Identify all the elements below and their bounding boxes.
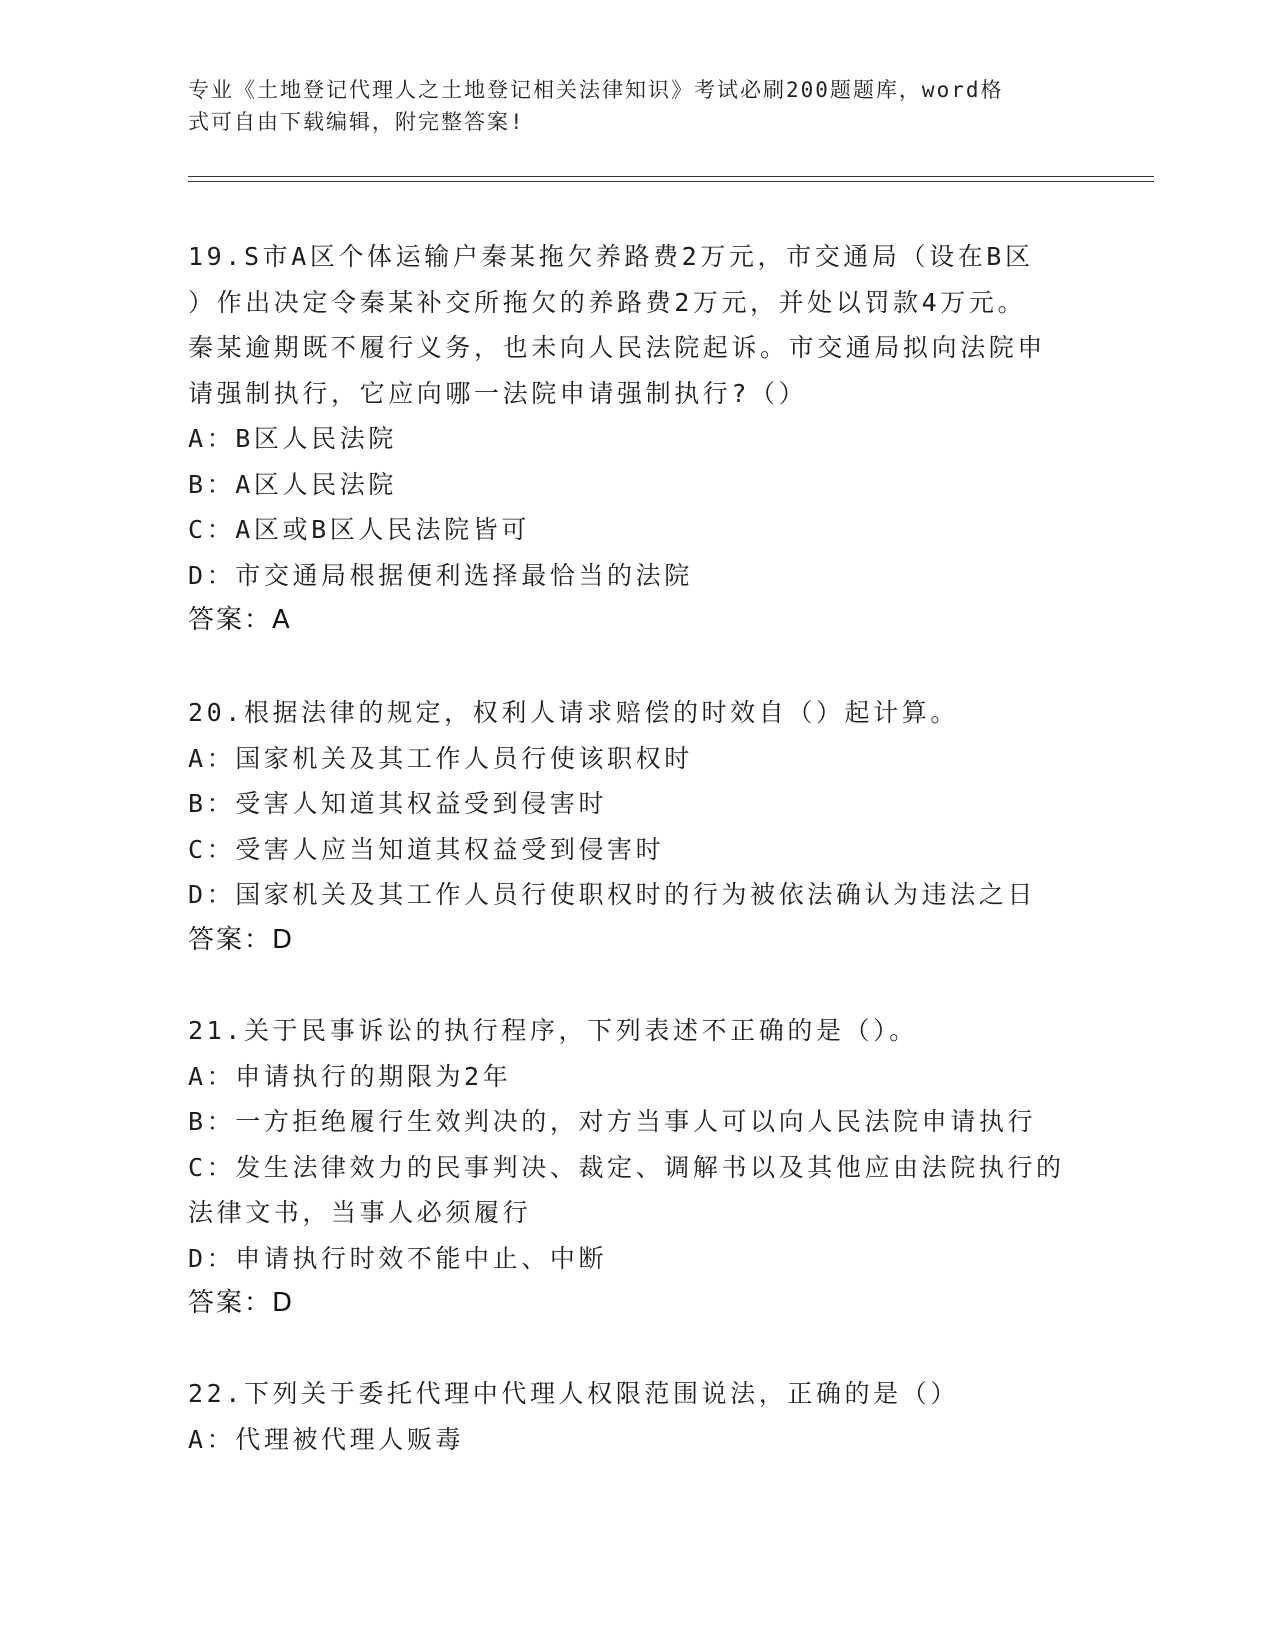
option-a: A：国家机关及其工作人员行使该职权时 xyxy=(188,743,693,773)
question-22 xyxy=(188,1371,1088,1462)
option-a: A：B区人民法院 xyxy=(188,424,397,453)
question-stem xyxy=(188,234,1088,416)
question-21 xyxy=(188,1008,1088,1327)
answer-line: 答案：D xyxy=(188,1288,295,1318)
option-d: D：国家机关及其工作人员行使职权时的行为被依法确认为违法之日 xyxy=(188,880,1037,909)
option-a: A：申请执行的期限为2年 xyxy=(188,1061,512,1091)
question-stem xyxy=(188,690,1088,736)
stem-line: 请强制执行，它应向哪一法院申请强制执行?（） xyxy=(188,378,808,408)
option-c: C：发生法律效力的民事判决、裁定、调解书以及其他应由法院执行的 xyxy=(188,1152,1065,1182)
header-divider-top xyxy=(188,176,1154,177)
document-header xyxy=(188,74,1068,138)
question-stem xyxy=(188,1371,1088,1417)
header-line-2: 式可自由下载编辑，附完整答案! xyxy=(188,110,525,134)
answer-line: 答案：A xyxy=(188,605,292,635)
option-c: C：A区或B区人民法院皆可 xyxy=(188,515,530,544)
option-d: D：申请执行时效不能中止、中断 xyxy=(188,1243,608,1273)
header-divider-bottom xyxy=(188,181,1154,182)
question-stem xyxy=(188,1008,1088,1054)
stem-line: 20.根据法律的规定，权利人请求赔偿的时效自（）起计算。 xyxy=(188,698,959,727)
option-b: B：一方拒绝履行生效判决的，对方当事人可以向人民法院申请执行 xyxy=(188,1107,1037,1136)
stem-line: 22.下列关于委托代理中代理人权限范围说法，正确的是（） xyxy=(188,1379,959,1408)
stem-line: ）作出决定令秦某补交所拖欠的养路费2万元，并处以罚款4万元。 xyxy=(188,287,1027,317)
header-line-1: 专业《土地登记代理人之土地登记相关法律知识》考试必刷200题题库，word格 xyxy=(188,78,1004,102)
option-b: B：A区人民法院 xyxy=(188,469,397,499)
stem-line: 21.关于民事诉讼的执行程序，下列表述不正确的是（）。 xyxy=(188,1016,918,1045)
stem-line: 19.S市A区个体运输户秦某拖欠养路费2万元，市交通局（设在B区 xyxy=(188,242,1034,271)
option-a: A：代理被代理人贩毒 xyxy=(188,1424,465,1454)
question-19 xyxy=(188,234,1088,644)
question-20 xyxy=(188,690,1088,963)
answer-line: 答案：D xyxy=(188,924,295,955)
option-c-continued: 法律文书，当事人必须履行 xyxy=(188,1198,532,1227)
stem-line: 秦某逾期既不履行义务，也未向人民法院起诉。市交通局拟向法院申 xyxy=(188,333,1047,362)
option-d: D：市交通局根据便利选择最恰当的法院 xyxy=(188,560,693,590)
option-c: C：受害人应当知道其权益受到侵害时 xyxy=(188,834,665,864)
option-b: B：受害人知道其权益受到侵害时 xyxy=(188,789,608,818)
